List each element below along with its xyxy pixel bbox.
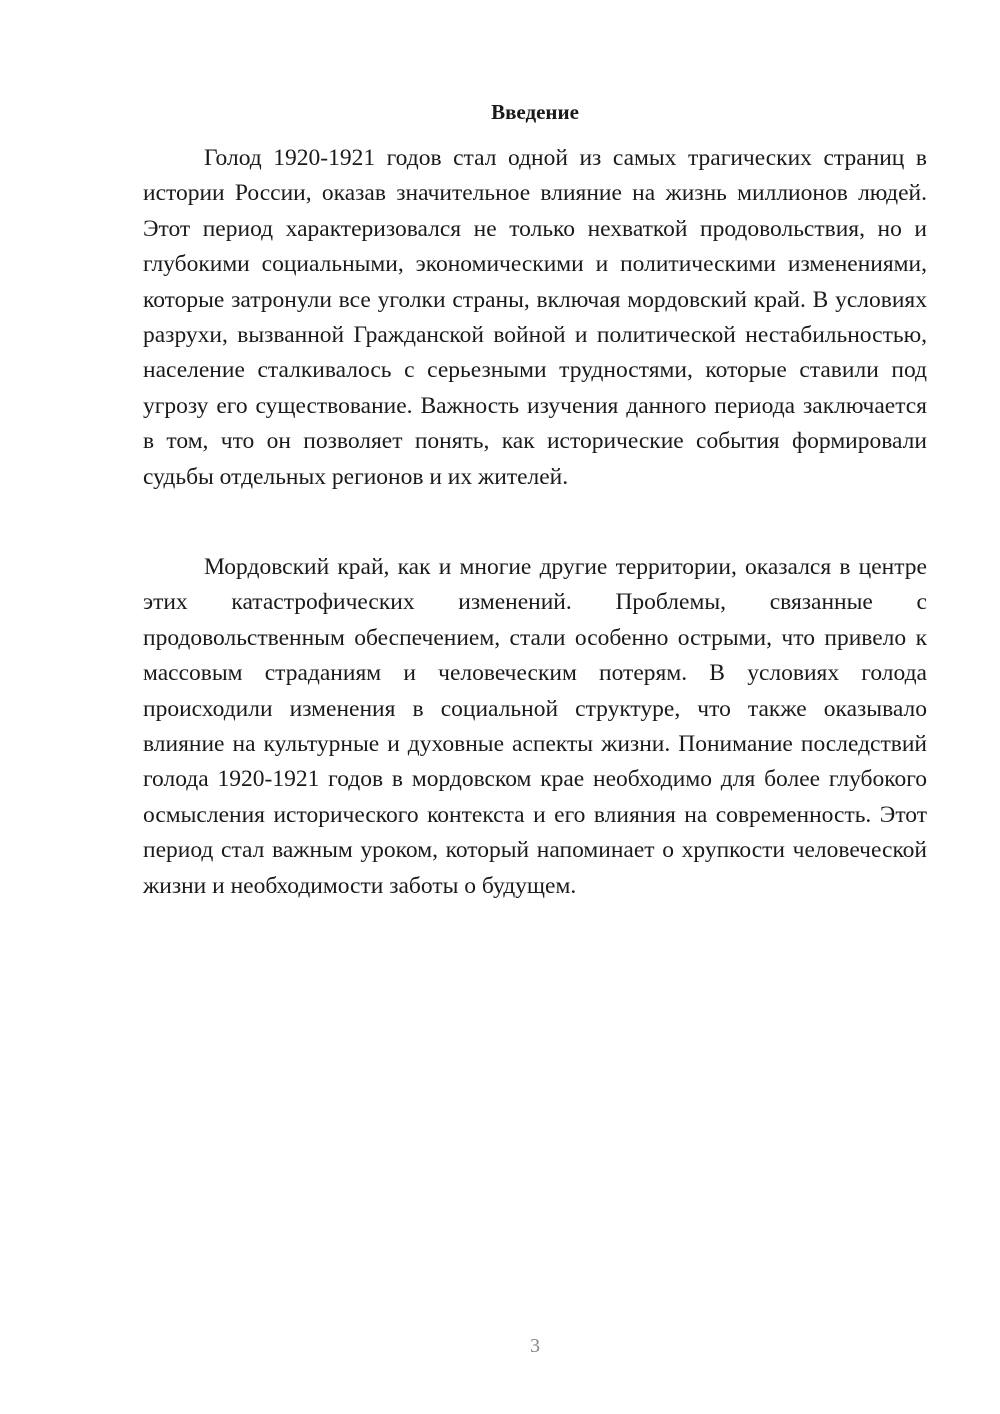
page-number: 3 <box>530 1335 540 1357</box>
section-title: Введение <box>491 100 579 124</box>
paragraph-1: Голод 1920-1921 годов стал одной из самых трагических страниц в истории России, оказав значительное влияние на жизнь миллионов людей. Этот период характеризовался не только нехваткой продовольствия, но и глубокими социальными, экономическими и политическими изменениями, которые затронули все уголки страны, включая мордовский край. В условиях разрухи, вызванной Гражданской войной и политической нестабильностью, население сталкивалось с серьезными трудностями, которые ставили под угрозу его существование. Важность изучения данного периода заключается в том, что он позволяет понять, как исторические события формировали судьбы отдельных регионов и их жителей. <box>143 145 927 490</box>
paragraph-2: Мордовский край, как и многие другие территории, оказался в центре этих катастрофических изменений. Проблемы, связанные с продовольственным обеспечением, стали особенно острыми, что привело к массовым страданиям и человеческим потерям. В условиях голода происходили изменения в социальной структуре, что также оказывало влияние на культурные и духовные аспекты жизни. Понимание последствий голода 1920-1921 годов в мордовском крае необходимо для более глубокого осмысления исторического контекста и его влияния на современность. Этот период стал важным уроком, который напоминает о хрупкости человеческой жизни и необходимости заботы о будущем. <box>143 554 927 899</box>
